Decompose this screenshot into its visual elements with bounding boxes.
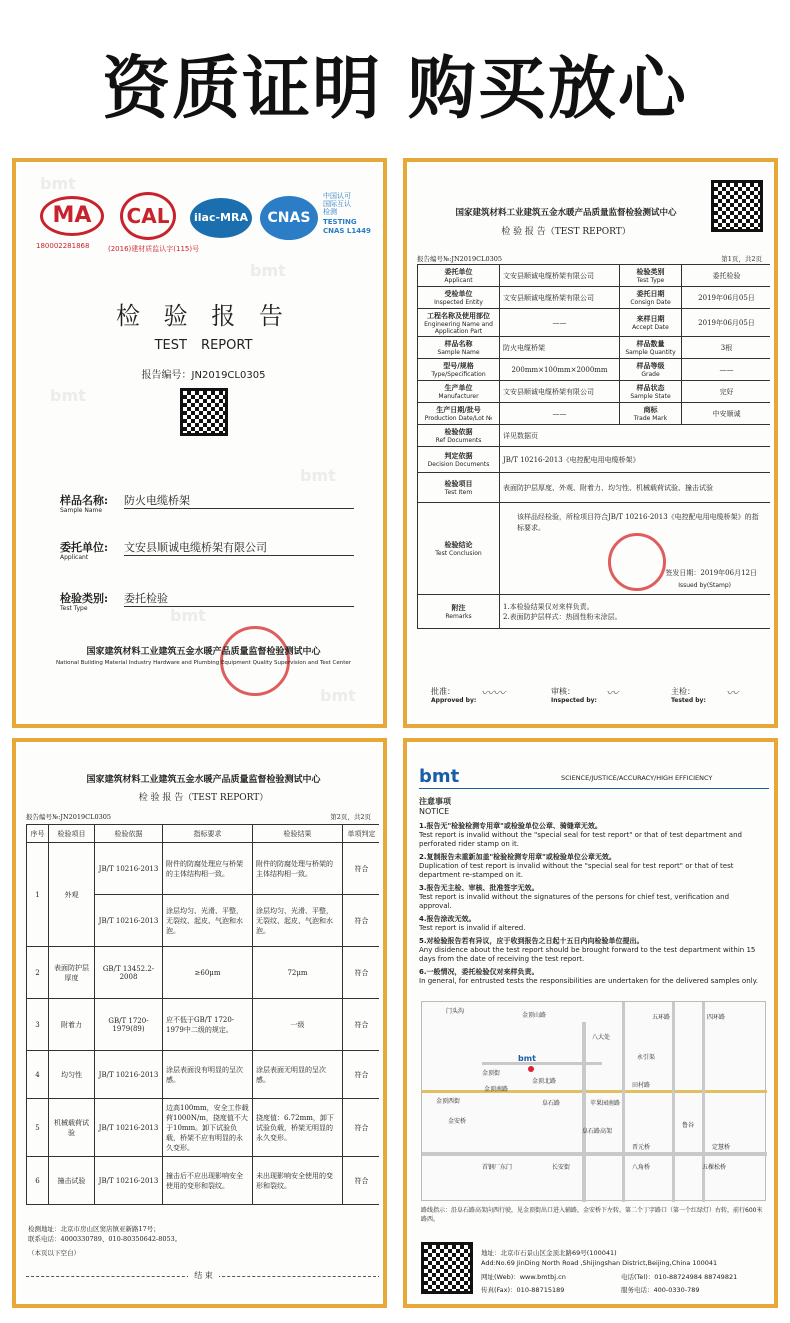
- cell-requirement: ≥60μm: [163, 947, 253, 999]
- cell-item: 表面防护层厚度: [49, 947, 95, 999]
- report-page1-sheet: [411, 166, 770, 720]
- page-report-number: 报告编号№:JN2019CL0305: [26, 813, 112, 821]
- row-value: 中安顺诚: [682, 403, 771, 425]
- row-label: 受检单位 Inspected Entity: [418, 287, 500, 309]
- table-row: [27, 843, 380, 895]
- row-value: 3根: [682, 337, 771, 359]
- table-header-row: [27, 825, 380, 843]
- cell-judgement: 符合: [343, 1099, 380, 1157]
- issued-by: Issued by(Stamp): [678, 582, 731, 589]
- row-value: 完好: [682, 381, 771, 403]
- map-road: [672, 1002, 675, 1202]
- table-row: [27, 1099, 380, 1157]
- row-label: 检验项目 Test Item: [418, 473, 500, 503]
- row-label: 型号/规格 Type/Specification: [418, 359, 500, 381]
- map-label: 晋元桥: [632, 1144, 651, 1151]
- map-road: [702, 1002, 705, 1202]
- map-label: 鲁谷: [682, 1122, 695, 1129]
- map-label: 五棵松桥: [702, 1164, 727, 1171]
- cell-requirement: 应不低于GB/T 1720-1979中二级的规定。: [163, 999, 253, 1051]
- approved-by-label: 批准： Approved by:: [431, 687, 477, 704]
- field-label: 样品名称:: [60, 494, 109, 507]
- cell-no: 3: [27, 999, 49, 1051]
- cell-item: 机械载荷试验: [49, 1099, 95, 1157]
- row-label: 委托单位 Applicant: [418, 265, 500, 287]
- watermark: bmt: [170, 606, 206, 625]
- cell-item: 外观: [49, 843, 95, 947]
- report-page1-card[interactable]: [403, 158, 778, 728]
- signature-icon: 〰: [606, 686, 619, 700]
- row-value: ——: [500, 403, 620, 425]
- table-row: [27, 1157, 380, 1205]
- cell-result: 挠度值：6.72mm，卸下试验负载，桥架无明显的永久变形。: [253, 1099, 343, 1157]
- tested-by-label: 主检： Tested by:: [671, 687, 706, 704]
- field-label: 委托单位:: [60, 541, 109, 554]
- cell-basis: JB/T 10216-2013: [95, 1157, 163, 1205]
- end-marker: 结 束: [20, 1270, 379, 1281]
- remarks-text: 1.本检验结果仅对来样负责。 2.表面防护层样式：热固性粉末涂层。: [500, 595, 771, 629]
- map-label: 金顶街: [482, 1070, 501, 1077]
- page-headline: 资质证明 购买放心: [102, 50, 688, 129]
- cma-logo: MA: [40, 196, 104, 236]
- row-label: 检验结论 Test Conclusion: [418, 503, 500, 595]
- row-value: ——: [682, 359, 771, 381]
- cma-number: 180002281868: [36, 242, 90, 250]
- column-header: 指标要求: [163, 825, 253, 843]
- cell-result: 一级: [253, 999, 343, 1051]
- cal-number: (2016)建材质监认字(115)号: [108, 245, 200, 253]
- footer-telephone: 联系电话：4000330789、010-80350642-8053。: [28, 1235, 182, 1243]
- table-row: [27, 999, 380, 1051]
- results-table: [26, 824, 379, 1205]
- cell-requirement: 附件的防腐处理应与桥架的主体结构相一致。: [163, 843, 253, 895]
- list-item: 5.对检验报告若有异议，应于收到报告之日起十五日内向检验单位提出。 Any disidence about the test report should be brought forward to the test department within 15 days from the date of receiving the test report.: [419, 937, 756, 963]
- field-label: 检验类别:: [60, 592, 109, 605]
- field-value: 委托检验: [124, 590, 354, 607]
- page-org-title: 国家建筑材料工业建筑五金水暖产品质量监督检验测试中心: [86, 775, 321, 785]
- cell-no: 2: [27, 947, 49, 999]
- map-label: 阜石路: [542, 1100, 561, 1107]
- location-map[interactable]: [421, 1001, 766, 1201]
- cell-basis: JB/T 10216-2013: [95, 1099, 163, 1157]
- row-label: 生产单位 Manufacturer: [418, 381, 500, 403]
- list-item: 4.报告涂改无效。 Test report is invalid if altered.: [419, 915, 526, 932]
- report-cover-card[interactable]: [12, 158, 387, 728]
- watermark: bmt: [320, 686, 356, 705]
- signature-icon: 〰〰: [481, 686, 506, 700]
- report-subtitle: TEST REPORT: [154, 338, 253, 353]
- table-row: [418, 287, 771, 309]
- map-label: 阜石路高架: [582, 1128, 613, 1135]
- table-row: [418, 473, 771, 503]
- cell-result: 涂层表面无明显的呈次感。: [253, 1051, 343, 1099]
- column-header: 检验依据: [95, 825, 163, 843]
- row-label: 样品状态 Sample State: [620, 381, 682, 403]
- map-road: [582, 1022, 586, 1202]
- fax-text: 传真(Fax)：010-88715189: [481, 1286, 565, 1294]
- map-label: 定慧桥: [712, 1144, 731, 1151]
- cell-judgement: 符合: [343, 895, 380, 947]
- map-label: 门头沟: [446, 1008, 465, 1015]
- table-row: [418, 403, 771, 425]
- page-report-title: 检 验 报 告（TEST REPORT）: [138, 793, 269, 803]
- location-pin-icon: [528, 1066, 534, 1072]
- table-row: [418, 309, 771, 337]
- cell-result: 未出现影响安全使用的变形和裂纹。: [253, 1157, 343, 1205]
- map-label: bmt: [518, 1054, 536, 1063]
- hotline-text: 服务电话：400-0330-789: [621, 1286, 700, 1294]
- map-road: [622, 1002, 625, 1202]
- row-label: 样品名称 Sample Name: [418, 337, 500, 359]
- table-row: [27, 1051, 380, 1099]
- cell-judgement: 符合: [343, 947, 380, 999]
- column-header: 单项判定: [343, 825, 380, 843]
- map-label: 八角桥: [632, 1164, 651, 1171]
- page-counter: 第1页，共2页: [721, 255, 762, 263]
- map-road: [482, 1062, 602, 1065]
- report-info-table: [417, 264, 770, 629]
- list-item: 6.一般情况，委托检验仅对来样负责。 In general, for entrusted tests the responsibilities are undertaken for the delivered samples only.: [419, 968, 758, 985]
- row-value: 详见数据页: [500, 425, 771, 447]
- row-label: 检验类别 Test Type: [620, 265, 682, 287]
- qr-code-icon: [180, 388, 228, 436]
- cell-basis: JB/T 10216-2013: [95, 895, 163, 947]
- row-label: 来样日期 Accept Date: [620, 309, 682, 337]
- cell-no: 4: [27, 1051, 49, 1099]
- row-value: 表面防护层厚度、外观、附着力、均匀性、机械载荷试验、撞击试验: [500, 473, 771, 503]
- row-value: 2019年06月05日: [682, 287, 771, 309]
- row-label: 商标 Trade Mark: [620, 403, 682, 425]
- cnas-testing-label: TESTING: [323, 218, 357, 226]
- notice-page-sheet: [411, 746, 770, 1300]
- cell-no: 5: [27, 1099, 49, 1157]
- map-road: [422, 1090, 767, 1093]
- map-label: 金顶西街: [436, 1098, 461, 1105]
- bmt-slogan: SCIENCE/JUSTICE/ACCURACY/HIGH EFFICIENCY: [561, 774, 713, 782]
- cell-judgement: 符合: [343, 1157, 380, 1205]
- column-header: 序号: [27, 825, 49, 843]
- report-page2-sheet: [20, 746, 379, 1300]
- cell-item: 撞击试验: [49, 1157, 95, 1205]
- page-report-number: 报告编号№:JN2019CL0305: [417, 255, 503, 263]
- field-label-en: Sample Name: [60, 507, 103, 514]
- cnas-logo: CNAS: [260, 196, 318, 240]
- column-header: 检验结果: [253, 825, 343, 843]
- cell-requirement: 涂层均匀、光滑、平整，无裂纹、起皮、气泡和水泡。: [163, 895, 253, 947]
- row-value: JB/T 10216-2013《电控配电用电缆桥架》: [500, 447, 771, 473]
- row-label: 样品数量 Sample Quantity: [620, 337, 682, 359]
- map-label: 长安街: [552, 1164, 571, 1171]
- watermark: bmt: [40, 174, 76, 193]
- cell-judgement: 符合: [343, 999, 380, 1051]
- table-row-remarks: [418, 595, 771, 629]
- cell-requirement: 撞击后不应出现影响安全使用的变形和裂纹。: [163, 1157, 253, 1205]
- map-road: [422, 1152, 767, 1156]
- page-counter: 第2页，共2页: [330, 813, 371, 821]
- conclusion-text: 该样品经检验，所检项目符合JB/T 10216-2013《电控配电用电缆桥架》的指标要求。: [517, 513, 759, 532]
- table-row: [418, 337, 771, 359]
- table-row: [418, 447, 771, 473]
- cell-item: 附着力: [49, 999, 95, 1051]
- qr-code-icon: [421, 1242, 473, 1294]
- list-item: 2.复制报告未重新加盖"检验检测专用章"或检验单位公章无效。 Duplication of test report is invalid without the "special seal for test report" or that of test department re-stamped on it.: [419, 853, 734, 879]
- signature-icon: 〰: [726, 686, 739, 700]
- address-cn: 地址：北京市石景山区金顶北路69号(100041): [481, 1249, 617, 1257]
- watermark: bmt: [250, 261, 286, 280]
- ilac-mra-logo: ilac-MRA: [190, 198, 252, 238]
- cell-judgement: 符合: [343, 1051, 380, 1099]
- page-org-title: 国家建筑材料工业建筑五金水暖产品质量监督检验测试中心: [455, 208, 677, 218]
- cell-item: 均匀性: [49, 1051, 95, 1099]
- table-row: [418, 359, 771, 381]
- cnas-cn-label: 中国认可 国际互认 检测: [323, 192, 351, 216]
- notice-title: 注意事项: [419, 796, 451, 806]
- row-value: 防火电缆桥架: [500, 337, 620, 359]
- report-title: 检 验 报 告: [116, 302, 291, 330]
- report-number: 报告编号：JN2019CL0305: [141, 370, 266, 381]
- conclusion-cell: [500, 503, 771, 595]
- map-label: 金顶北路: [532, 1078, 557, 1085]
- row-label: 附注 Remarks: [418, 595, 500, 629]
- row-value: 2019年06月05日: [682, 309, 771, 337]
- issuing-organization: 国家建筑材料工业建筑五金水暖产品质量监督检验测试中心: [86, 647, 321, 657]
- row-label: 委托日期 Consign Date: [620, 287, 682, 309]
- cell-no: 1: [27, 843, 49, 947]
- footer-address: 检测地址：北京市房山区窦店镇亚新路17号；: [28, 1225, 160, 1233]
- field-label-en: Test Type: [60, 605, 88, 612]
- map-label: 田村路: [632, 1082, 651, 1089]
- report-cover-sheet: [20, 166, 379, 720]
- issuing-organization-en: National Building Material Industry Hardware and Plumbing Equipment Quality Supervision and Test Center: [55, 660, 352, 666]
- watermark: bmt: [50, 386, 86, 405]
- row-label: 样品等级 Grade: [620, 359, 682, 381]
- telephone-text: 电话(Tel)：010-88724984 88749821: [621, 1273, 738, 1281]
- cell-basis: JB/T 10216-2013: [95, 1051, 163, 1099]
- column-header: 检验项目: [49, 825, 95, 843]
- cell-result: 涂层均匀、光滑、平整，无裂纹、起皮、气泡和水泡。: [253, 895, 343, 947]
- map-label: 金顶南路: [484, 1086, 509, 1093]
- qr-code-icon: [711, 180, 763, 232]
- cal-logo: CAL: [120, 192, 176, 240]
- issue-date: 签发日期：2019年06月12日: [665, 569, 757, 577]
- map-label: 金顶山路: [522, 1012, 547, 1019]
- cell-basis: JB/T 10216-2013: [95, 843, 163, 895]
- header-divider: [419, 788, 769, 789]
- route-instructions: 路线指示：沿阜石路高架向西行驶，见金顶街出口进入辅路，金安桥下左转，第二个丁字路口（第一个红绿灯）右转，前行600米路西。: [421, 1207, 763, 1223]
- address-en: Add:No.69 JinDing North Road ,Shijingshan District,Beijing,China 100041: [481, 1259, 718, 1267]
- field-value: 防火电缆桥架: [124, 492, 354, 509]
- map-label: 五环路: [652, 1014, 671, 1021]
- cell-judgement: 符合: [343, 843, 380, 895]
- row-label: 工程名称及使用部位 Engineering Name and Application Part: [418, 309, 500, 337]
- row-value: 文安县顺诚电缆桥架有限公司: [500, 287, 620, 309]
- watermark: bmt: [300, 466, 336, 485]
- map-label: 首钢厂东门: [482, 1164, 513, 1171]
- cell-basis: GB/T 13452.2-2008: [95, 947, 163, 999]
- page-report-title: 检 验 报 告（TEST REPORT）: [501, 227, 631, 237]
- field-value: 文安县顺诚电缆桥架有限公司: [124, 539, 354, 556]
- map-label: 金安桥: [448, 1118, 467, 1125]
- cell-result: 附件的防腐处理与桥架的主体结构相一致。: [253, 843, 343, 895]
- notice-list: [419, 822, 764, 990]
- bmt-logo: bmt: [419, 766, 460, 787]
- cell-requirement: 边高100mm，安全工作载荷1000N/m，挠度值不大于10mm。卸下试验负载，桥架不应有明显的永久变形。: [163, 1099, 253, 1157]
- field-label-en: Applicant: [60, 554, 89, 561]
- row-value: 200mm×100mm×2000mm: [500, 359, 620, 381]
- map-label: 四环路: [707, 1014, 726, 1021]
- row-value: 文安县顺诚电缆桥架有限公司: [500, 265, 620, 287]
- table-row: [418, 381, 771, 403]
- row-value: 委托检验: [682, 265, 771, 287]
- list-item: 1.报告无"检验检测专用章"或检验单位公章、骑缝章无效。 Test report is invalid without the "special seal for test report" or that of test department and perforated rider stamp on it.: [419, 822, 742, 848]
- cell-basis: GB/T 1720-1979(89): [95, 999, 163, 1051]
- inspected-by-label: 审核： Inspected by:: [551, 687, 597, 704]
- row-label: 检验依据 Ref Documents: [418, 425, 500, 447]
- table-row-conclusion: [418, 503, 771, 595]
- map-label: 永引渠: [637, 1054, 656, 1061]
- row-label: 判定依据 Decision Documents: [418, 447, 500, 473]
- official-seal-icon: [608, 533, 666, 591]
- report-page2-card[interactable]: [12, 738, 387, 1308]
- row-value: ——: [500, 309, 620, 337]
- table-row: [418, 425, 771, 447]
- map-label: 八大处: [592, 1034, 611, 1041]
- cell-result: 72μm: [253, 947, 343, 999]
- cell-no: 6: [27, 1157, 49, 1205]
- table-row: [27, 947, 380, 999]
- cell-requirement: 涂层表面没有明显的呈次感。: [163, 1051, 253, 1099]
- footer-blank-note: （本页以下空白）: [28, 1249, 80, 1257]
- row-value: 文安县顺诚电缆桥架有限公司: [500, 381, 620, 403]
- list-item: 3.报告无主检、审核、批准签字无效。 Test report is invalid without the signatures of the persons for chief test, verification and approval.: [419, 884, 730, 910]
- notice-title-en: NOTICE: [419, 807, 450, 816]
- website-link[interactable]: 网址(Web)：www.bmtbj.cn: [481, 1273, 566, 1281]
- table-row: [418, 265, 771, 287]
- notice-page-card[interactable]: [403, 738, 778, 1308]
- cnas-number: CNAS L1449: [323, 227, 371, 235]
- row-label: 生产日期/批号 Production Date/Lot №: [418, 403, 500, 425]
- map-label: 苹果园南路: [590, 1100, 621, 1107]
